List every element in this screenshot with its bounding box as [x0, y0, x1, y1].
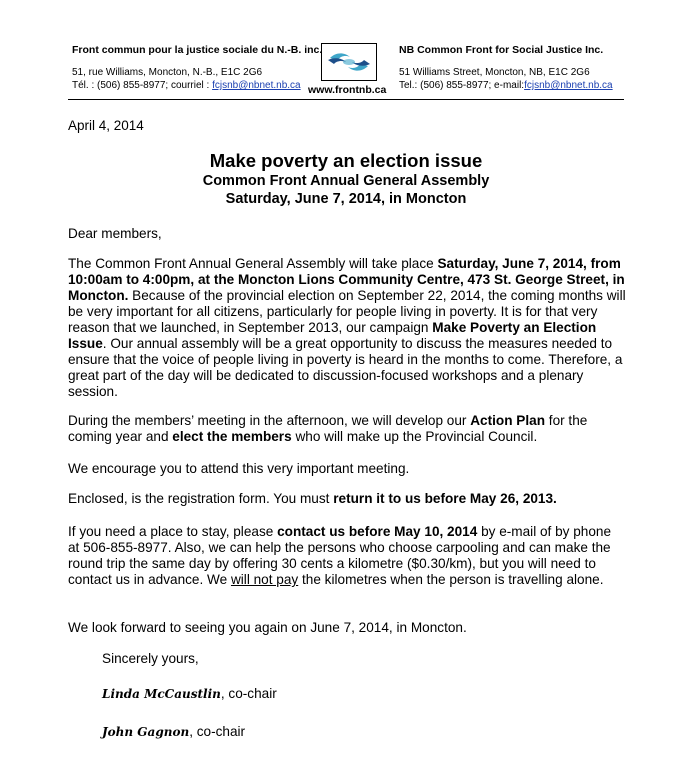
letter-subtitle: Common Front Annual General Assembly: [202, 173, 490, 189]
signature-name: Linda McCaustlin: [102, 687, 221, 701]
p2-action-plan: Action Plan: [470, 413, 546, 428]
p5-text-c: by e-mail of by phone at 506-855-8977. Also, we can help the persons who choose carpooling and can make the round trip the same day by offering 30 cents a kilometre ($0.30/km), but you will need to contact us in advance. We: [68, 524, 612, 587]
hands-logo-icon: [321, 43, 377, 81]
p1-text-c: Because of the provincial election on September 22, 2014, the coming months will be very important for all citizens, particularly for people living in poverty. It is for that very reason that we launched, in September 2013, our campaign: [68, 288, 626, 335]
contact-english-prefix: Tel.: (506) 855-8977; e-mail:: [399, 80, 525, 91]
p4-text-a: Enclosed, is the registration form. You must: [68, 491, 334, 506]
email-link-french[interactable]: fcjsnb@nbnet.nb.ca: [212, 80, 301, 91]
contact-english: [399, 79, 613, 92]
p5-will-not-pay: will not pay: [230, 572, 299, 587]
p1-text-a: The Common Front Annual General Assembly will take place: [68, 256, 438, 271]
letter-date: April 4, 2014: [68, 118, 144, 133]
email-link-english[interactable]: fcjsnb@nbnet.nb.ca: [524, 80, 613, 91]
salutation: Dear members,: [68, 226, 162, 241]
paragraph-event-details: [68, 256, 626, 400]
signature-role: , co-chair: [189, 724, 246, 739]
paragraph-encourage: We encourage you to attend this very important meeting.: [68, 461, 410, 476]
p1-text-e: . Our annual assembly will be a great opportunity to discuss the measures needed to ensure that the voice of people living in poverty is heard in the months to come. Therefore, a great part of the day will be dedicated to discussion-focused workshops and a plenary session.: [68, 336, 623, 399]
p2-text-c: for the coming year and: [68, 413, 588, 444]
paragraph-members-meeting: [68, 413, 626, 445]
paragraph-registration: [68, 491, 626, 507]
letter-event-date: Saturday, June 7, 2014, in Moncton: [225, 191, 467, 207]
contact-french-prefix: Tél. : (506) 855-8977; courriel :: [72, 80, 213, 91]
p4-deadline: return it to us before May 26, 2013.: [333, 491, 557, 506]
letter-title: Make poverty an election issue: [209, 150, 483, 171]
signature-name: John Gagnon: [102, 725, 190, 739]
p5-text-a: If you need a place to stay, please: [68, 524, 278, 539]
org-name-english: NB Common Front for Social Justice Inc.: [399, 44, 604, 56]
signature-line: [102, 724, 245, 739]
paragraph-accommodation: [68, 524, 626, 588]
p5-contact-deadline: contact us before May 10, 2014: [277, 524, 478, 539]
p2-text-a: During the members’ meeting in the afternoon, we will develop our: [68, 413, 471, 428]
closing: Sincerely yours,: [102, 651, 199, 666]
signature-role: , co-chair: [220, 686, 277, 701]
address-english: 51 Williams Street, Moncton, NB, E1C 2G6: [399, 67, 590, 78]
header-right-block: [399, 44, 613, 92]
p5-text-e: the kilometres when the person is travelling alone.: [298, 572, 604, 587]
p1-event-time-place: Saturday, June 7, 2014, from 10:00am to 4:00pm, at the Moncton Lions Community Centre, 473 St. George Street, in Moncton.: [68, 256, 625, 303]
signature-line: [102, 686, 277, 701]
header-divider: [68, 99, 624, 100]
p2-elect-members: elect the members: [172, 429, 292, 444]
paragraph-closing-remark: We look forward to seeing you again on June 7, 2014, in Moncton.: [68, 620, 467, 635]
address-french: 51, rue Williams, Moncton, N.-B., E1C 2G6: [72, 67, 263, 78]
p1-campaign-name: Make Poverty an Election Issue: [68, 320, 597, 351]
hands-logo-graphic: [322, 44, 376, 80]
p2-text-e: who will make up the Provincial Council.: [291, 429, 538, 444]
website-label[interactable]: www.frontnb.ca: [308, 84, 387, 96]
org-name-french: Front commun pour la justice sociale du N.-B. inc.: [72, 44, 323, 56]
header-left-block: [72, 44, 322, 92]
contact-french: [72, 79, 322, 92]
